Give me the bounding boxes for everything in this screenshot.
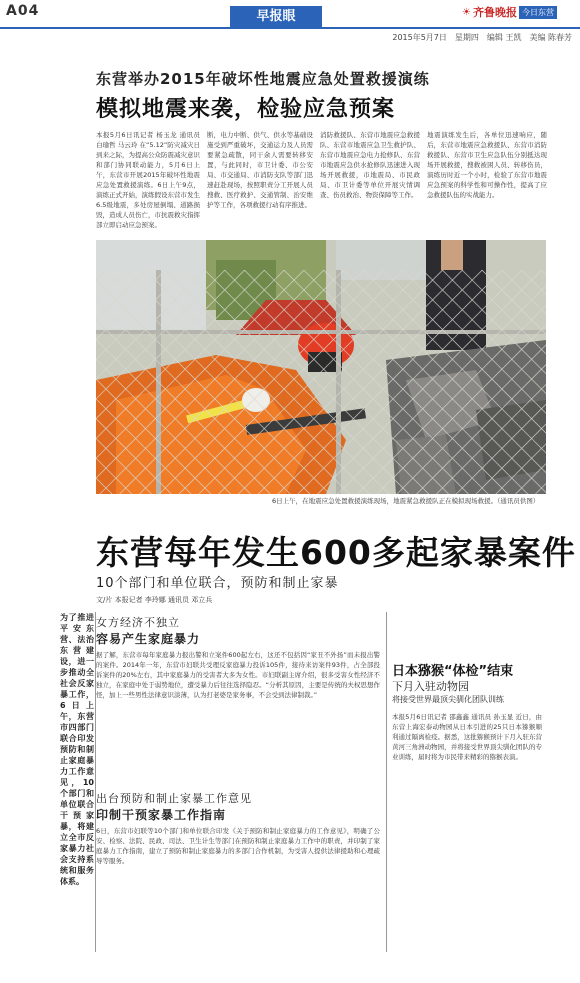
dateline-editor: 编辑 王凯 bbox=[486, 33, 522, 42]
dateline-weekday: 星期四 bbox=[454, 33, 479, 42]
article1-column-3: 消防救援队、东营市地震应急救援队、东营市地震应急卫生救护队、东营市地震应急电力抢修队、东营市地震应急供水抢修队迅速进入现场开展救援，市地震局、市民政局、市卫计委等单位开展灾情调查、伤员救治、物资保障等工作。 bbox=[320, 131, 420, 199]
article3-text: 本报5月6日讯记者 邵鑫鑫 通讯员 孙玉显 近日，由东营上海宏泰动物园从日本引进的25只日本猕猴顺利通过隔离检疫。据悉，这批猕猴预计下月入驻东营黄河三角洲动物园，并将接受世界顶尖驯化团队的专业训练，届时将为市民带来精彩的猕猴表演。 bbox=[392, 713, 542, 761]
article1-kicker: 东营举办2015年破坏性地震应急处置救援演练 bbox=[96, 70, 430, 88]
newspaper-logo bbox=[462, 3, 572, 21]
page-header bbox=[0, 0, 580, 24]
article1-column-2: 断，电力中断、供气、供水等基础设施受到严重破坏，交通运力及人员需要紧急疏散，同干余人需要转移安置，与此同时，市卫计委、市公安局、市交通局、市消防支队等部门迅速赶赴现场，按照职责分工开展人员搜救、医疗救护、交通管制、治安维护等工作，各项救援行动有序推进。 bbox=[207, 131, 313, 209]
article2-headline[interactable]: 东营每年发生600多起家暴案件 bbox=[96, 533, 576, 572]
article2-subhead: 10个部门和单位联合，预防和制止家暴 bbox=[96, 576, 339, 591]
dateline bbox=[392, 32, 572, 43]
article2-section1-head: 容易产生家庭暴力 bbox=[96, 632, 201, 646]
article2-section2-text: 6日，东营市妇联等10个部门和单位联合印发《关于预防和制止家庭暴力的工作意见》，明确了公安、检察、法院、民政、司法、卫生计生等部门在预防和制止家庭暴力工作中的职责，并印制了家庭暴力工作指南，建立了预防和制止家庭暴力的多部门合作机制，为受害人提供法律援助和心理疏导等服务。 bbox=[96, 827, 380, 865]
article1-headline[interactable]: 模拟地震来袭，检验应急预案 bbox=[96, 97, 396, 122]
logo-sun-icon: ☀ bbox=[462, 6, 471, 18]
article2-byline: 文/片 本报记者 李玲娜 通讯员 邓立兵 bbox=[96, 596, 213, 604]
section-tab[interactable]: 早报眼 bbox=[230, 6, 322, 28]
page-number: A04 bbox=[6, 3, 40, 19]
article1-column-1: 本报5月6日讯记者 杨玉龙 通讯员 白瑜哲 马云玲 在“5.12”防灾减灾日到来之际，为提高公众防震减灾意识和部门协同联动能力，5月6日上午，东营市开展2015年破坏性地震应急处置救援演练。6日上午9点，演练正式开始，演练假设东营市发生6.5级地震，多处房屋倒塌、道路损毁，造成人员伤亡，市抗震救灾指挥部立即启动应急预案。 bbox=[96, 131, 200, 229]
article2-section2-kicker: 出台预防和制止家暴工作意见 bbox=[96, 792, 252, 805]
article2-sidebar: 为了推进平安东营、法治东营建设，进一步推动全社会反家暴工作，6日上午，东营市四部门联合印发预防和制止家庭暴力工作意见，10个部门和单位联合干预家暴，将建立全市反家暴力社会支持系统和服务体系。 bbox=[60, 613, 94, 886]
article3-subhead: 下月入驻动物园 bbox=[392, 680, 469, 693]
photo-caption: 6日上午，在地震应急处置救援演练现场，地震紧急救援队正在模拟现场救援。（通讯员供图） bbox=[272, 497, 540, 505]
dateline-date: 2015年5月7日 bbox=[392, 33, 447, 42]
article2-section1-kicker: 女方经济不独立 bbox=[96, 616, 180, 629]
logo-name: 齐鲁晚报 bbox=[472, 6, 517, 19]
header-rule bbox=[0, 27, 580, 29]
article1-photo bbox=[96, 240, 546, 494]
logo-edition: 今日东营 bbox=[519, 6, 557, 19]
dateline-designer: 美编 陈春芳 bbox=[529, 33, 572, 42]
article2-section2-head: 印制干预家暴工作指南 bbox=[96, 808, 227, 822]
article2-section1-text: 据了解，东营市每年家庭暴力报出警和立案件600起左右，这还不包括因“家丑不外扬”而未报出警的案件。2014年一年，东营市妇联共受理反家庭暴力投诉105件，接待来访案件93件，占全部投诉案件的20%左右，其中家庭暴力的受害者大多为女性。市妇联副主席介绍，很多受害女性经济不独立，在家庭中处于弱势地位，遭受暴力后往往选择隐忍。“分析其原因，主要是传统的夫权思想作怪，加上一些男性法律意识淡薄，认为打老婆是家务事，不会受到法律制裁。” bbox=[96, 651, 380, 699]
column-divider bbox=[386, 612, 387, 952]
article3-deck: 将接受世界最顶尖驯化团队训练 bbox=[392, 695, 504, 704]
rescue-drill-image bbox=[96, 240, 546, 494]
article3-headline[interactable]: 日本猕猴“体检”结束 bbox=[392, 664, 514, 679]
article1-column-4: 地震演练发生后，各单位迅速响应，随后，东营市地震应急救援队、东营市消防救援队、东营市卫生应急队伍分别抵达现场开展救援，搜救被困人员、转移伤员，演练历时近一个小时，检验了东营市地震应急预案的科学性和可操作性，提高了应急救援队伍的实战能力。 bbox=[427, 131, 547, 199]
